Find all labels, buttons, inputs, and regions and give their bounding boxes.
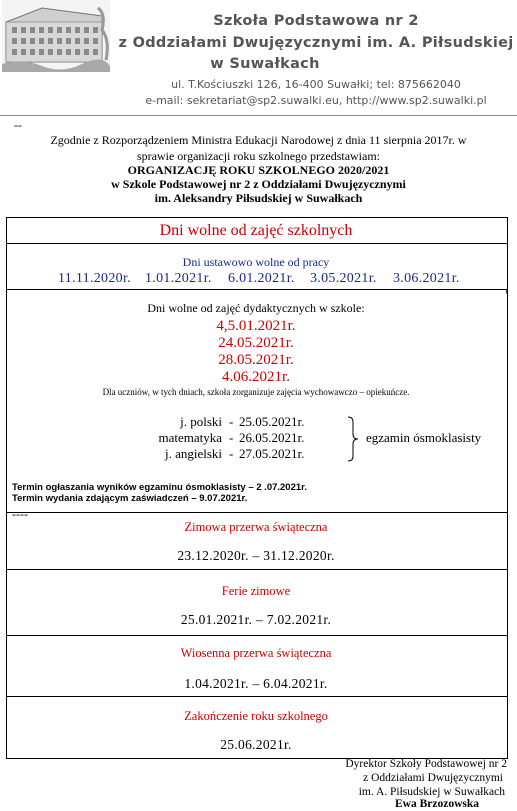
didactic-note: Dla uczniów, w tych dniach, szkoła zorganizuje zajęcia wychowawczo – opiekuńcze. (102, 387, 410, 397)
didactic-date: 24.05.2021r. (218, 335, 294, 351)
break-title: Zakończenie roku szkolnego (184, 709, 328, 723)
school-contact: e-mail: sekretariat@sp2.suwalki.eu, http://www.sp2.suwalki.pl (145, 94, 487, 107)
break-title: Wiosenna przerwa świąteczna (180, 646, 332, 660)
exam-date: 26.05.2021r. (239, 430, 305, 445)
header-divider (0, 115, 517, 116)
exam-dash: - (229, 414, 234, 429)
public-holidays-label: Dni ustawowo wolne od pracy (182, 255, 330, 269)
table-divider-exams (6, 512, 508, 513)
table-heading-divider (6, 243, 508, 244)
break-date: 1.04.2021r. – 6.04.2021r. (184, 676, 328, 691)
table-divider-winter (6, 569, 508, 570)
table-heading: Dni wolne od zajęć szkolnych (159, 222, 353, 239)
public-holiday-date: 1.01.2021r. (145, 271, 212, 286)
intro-title1: ORGANIZACJĘ ROKU SZKOLNEGO 2020/2021 (127, 163, 390, 177)
table-divider-spring (6, 696, 508, 697)
results-announcement: Termin ogłaszania wyników egzaminu ósmoklasisty – 2 .07.2021r. (12, 482, 307, 493)
break-title: Ferie zimowe (221, 584, 291, 598)
marker-top: -- (14, 118, 22, 132)
table-marker: ---- (12, 507, 28, 521)
intro-line1: Zgodnie z Rozporządzeniem Ministra Edukacji Narodowej z dnia 11 sierpnia 2017r. w (50, 133, 467, 147)
exam-dash: - (229, 446, 234, 461)
signature-name: Ewa Brzozowska (394, 798, 479, 810)
break-date: 25.01.2021r. – 7.02.2021r. (180, 612, 332, 627)
certificates-date: Termin wydania zdającym zaświadczeń – 9.07.2021r. (12, 493, 248, 504)
school-name-line3: w Suwałkach (210, 56, 320, 72)
signature-line2: z Oddziałami Dwujęzycznymi (363, 772, 503, 784)
school-name-line1: Szkoła Podstawowa nr 2 (213, 13, 419, 29)
intro-title2: w Szkole Podstawowej nr 2 z Oddziałami Dwujęzycznymi (111, 177, 406, 191)
intro-line2: sprawie organizacji roku szkolnego przedstawiam: (136, 149, 381, 163)
didactic-days-label: Dni wolne od zajęć dydaktycznych w szkole: (147, 301, 365, 315)
exam-dash: - (229, 430, 234, 445)
exam-subject: j. polski (180, 414, 222, 429)
exam-date: 27.05.2021r. (239, 446, 305, 461)
table-edge-mark: ¹ (505, 288, 508, 298)
exam-subject: j. angielski (164, 446, 222, 461)
break-date: 23.12.2020r. – 31.12.2020r. (177, 548, 335, 563)
public-holiday-date: 11.11.2020r. (58, 271, 131, 286)
signature-line3: im. A. Piłsudskiej w Suwałkach (358, 786, 505, 798)
table-top-border (6, 217, 508, 218)
public-holiday-date: 3.06.2021r. (393, 271, 460, 286)
intro-title3: im. Aleksandry Piłsudskiej w Suwałkach (154, 191, 363, 205)
break-title: Zimowa przerwa świąteczna (184, 520, 328, 534)
public-holiday-date: 6.01.2021r. (228, 271, 295, 286)
school-building-image (2, 0, 110, 72)
didactic-date: 4,5.01.2021r. (216, 318, 296, 334)
table-divider-ferie (6, 635, 508, 636)
break-date: 25.06.2021r. (220, 737, 292, 752)
public-holiday-date: 3.05.2021r. (310, 271, 377, 286)
exam-label: egzamin ósmoklasisty (366, 430, 482, 445)
exam-date: 25.05.2021r. (239, 414, 305, 429)
school-name-line2: z Oddziałami Dwujęzycznymi im. A. Piłsudskiej (118, 35, 514, 51)
table-divider-holidays (6, 289, 508, 290)
didactic-date: 4.06.2021r. (222, 369, 290, 385)
exam-brace-icon (346, 416, 360, 467)
school-address: ul. T.Kościuszki 126, 16-400 Suwałki; tel: 875662040 (171, 78, 461, 91)
signature-line1: Dyrektor Szkoły Podstawowej nr 2 (345, 758, 507, 770)
didactic-date: 28.05.2021r. (218, 352, 294, 368)
exam-subject: matematyka (158, 430, 222, 445)
